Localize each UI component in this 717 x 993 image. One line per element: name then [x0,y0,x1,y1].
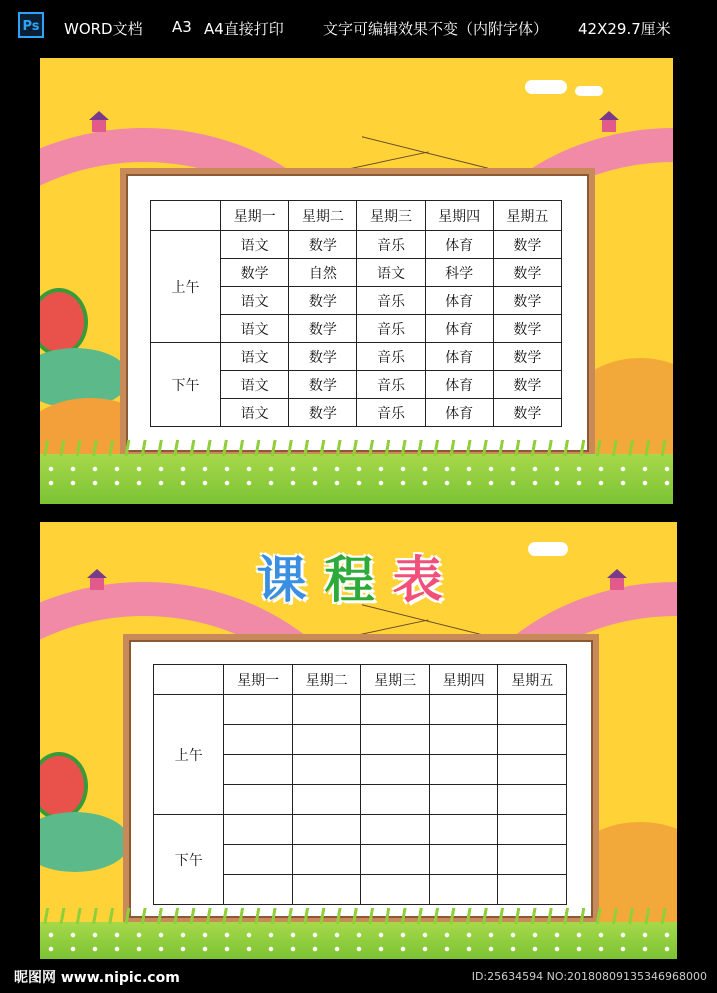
empty-cell [224,725,293,755]
subject-cell: 音乐 [357,287,425,315]
subject-cell: 体育 [425,287,493,315]
day-header: 星期五 [498,665,567,695]
table-row [154,695,567,725]
top-bar [0,0,717,40]
title-char: 课 [256,551,325,609]
empty-cell [429,785,498,815]
cloud [575,86,603,96]
empty-cell [361,785,430,815]
day-header: 星期五 [493,201,561,231]
subject-cell: 音乐 [357,231,425,259]
house-icon [92,120,106,132]
subject-cell: 数学 [289,371,357,399]
subject-cell: 语文 [221,287,289,315]
subject-cell: 数学 [289,287,357,315]
subject-cell: 数学 [493,259,561,287]
empty-cell [292,875,361,905]
subject-cell: 数学 [493,287,561,315]
subject-cell: 音乐 [357,343,425,371]
subject-cell: 语文 [221,399,289,427]
empty-cell [224,875,293,905]
empty-cell [361,755,430,785]
table-row [154,815,567,845]
empty-cell [224,785,293,815]
empty-cell [498,695,567,725]
empty-cell [292,695,361,725]
subject-cell: 音乐 [357,371,425,399]
subject-cell: 体育 [425,231,493,259]
empty-cell [429,845,498,875]
empty-cell [224,845,293,875]
empty-cell [498,845,567,875]
filled-schedule-poster [40,58,673,504]
photoshop-icon: Ps [18,12,44,38]
blank-schedule-poster [40,522,677,959]
title-char: 程 [324,551,393,609]
subject-cell: 体育 [425,315,493,343]
subject-cell: 语文 [221,231,289,259]
empty-cell [429,725,498,755]
empty-cell [224,815,293,845]
empty-cell [361,695,430,725]
schedule-table [150,200,562,427]
subject-cell: 数学 [493,343,561,371]
table-row [151,343,562,371]
format-label: WORD文档 [64,20,143,38]
empty-cell [292,815,361,845]
whiteboard [120,168,595,458]
day-header: 星期三 [361,665,430,695]
subject-cell: 数学 [221,259,289,287]
empty-cell [361,725,430,755]
schedule-template-table [153,664,567,905]
size-a3-label: A3 [172,18,192,36]
subject-cell: 语文 [221,343,289,371]
poster-title [40,540,677,612]
afternoon-label: 下午 [154,815,224,905]
day-header: 星期四 [429,665,498,695]
day-header: 星期一 [221,201,289,231]
empty-cell [429,875,498,905]
corner-cell [151,201,221,231]
empty-cell [361,875,430,905]
subject-cell: 语文 [221,315,289,343]
empty-cell [498,875,567,905]
empty-cell [498,815,567,845]
empty-cell [224,755,293,785]
dimensions-label: 42X29.7厘米 [578,20,671,38]
table-row [151,231,562,259]
empty-cell [224,695,293,725]
subject-cell: 体育 [425,399,493,427]
subject-cell: 科学 [425,259,493,287]
subject-cell: 数学 [289,315,357,343]
subject-cell: 数学 [493,371,561,399]
subject-cell: 体育 [425,343,493,371]
subject-cell: 语文 [357,259,425,287]
empty-cell [498,725,567,755]
subject-cell: 自然 [289,259,357,287]
empty-cell [498,755,567,785]
empty-cell [429,815,498,845]
cloud [525,80,567,94]
day-header: 星期一 [224,665,293,695]
whiteboard [123,634,599,924]
morning-label: 上午 [151,231,221,343]
empty-cell [429,755,498,785]
subject-cell: 数学 [493,399,561,427]
empty-cell [498,785,567,815]
subject-cell: 数学 [289,343,357,371]
day-header: 星期二 [289,201,357,231]
empty-cell [292,755,361,785]
title-char: 表 [392,551,461,609]
subject-cell: 音乐 [357,399,425,427]
flower-dots [40,928,677,958]
empty-cell [292,785,361,815]
print-label: A4直接打印 [204,20,284,38]
subject-cell: 数学 [493,231,561,259]
empty-cell [292,725,361,755]
day-header: 星期四 [425,201,493,231]
empty-cell [429,695,498,725]
flower-dots [40,462,673,492]
empty-cell [361,845,430,875]
subject-cell: 体育 [425,371,493,399]
corner-cell [154,665,224,695]
morning-label: 上午 [154,695,224,815]
image-id: ID:25634594 NO:20180809135346968000 [471,970,707,983]
afternoon-label: 下午 [151,343,221,427]
editable-note: 文字可编辑效果不变（内附字体） [323,20,549,38]
day-header: 星期三 [357,201,425,231]
subject-cell: 语文 [221,371,289,399]
hanging-string [362,136,488,168]
house-icon [602,120,616,132]
subject-cell: 数学 [289,231,357,259]
empty-cell [292,845,361,875]
subject-cell: 数学 [493,315,561,343]
empty-cell [361,815,430,845]
footer-watermark [0,960,717,993]
subject-cell: 数学 [289,399,357,427]
site-logo: 昵图网 www.nipic.com [14,970,180,986]
day-header: 星期二 [292,665,361,695]
subject-cell: 音乐 [357,315,425,343]
